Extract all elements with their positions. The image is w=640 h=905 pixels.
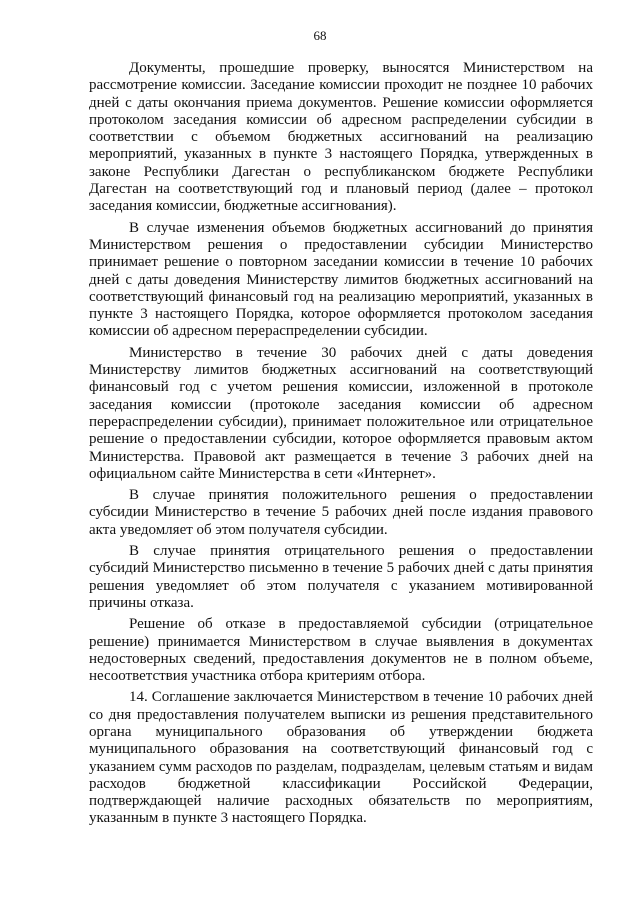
- paragraph-2: В случае изменения объемов бюджетных ассигнований до принятия Министерством решения о предоставлении субсидии Министерство принимает решение о повторном заседании комиссии в течение 10 рабочих дней с даты доведения Министерству лимитов бюджетных ассигнований на соответствующий финансовый год на реализацию мероприятий, указанных в пункте 3 настоящего Порядка, которое оформляется протоколом заседания комиссии об адресном перераспределении субсидии.: [89, 219, 593, 340]
- paragraph-5: В случае принятия отрицательного решения о предоставлении субсидий Министерство письменно в течение 5 рабочих дней с даты принятия решения уведомляет об этом получателя с указанием мотивированной причины отказа.: [89, 543, 593, 611]
- paragraph-6: Решение об отказе в предоставляемой субсидии (отрицательное решение) принимается Министерством в случае выявления в документах недостоверных сведений, предоставления документов не в полном объеме, несоответствия участника отбора критериям отбора.: [89, 616, 593, 685]
- paragraph-3: Министерство в течение 30 рабочих дней с даты доведения Министерству лимитов бюджетных ассигнований на соответствующий финансовый год с учетом решения комиссии, изложенной в протоколе заседания комиссии (протоколе заседания комиссии об адресном перераспределении субсидии), принимает положительное или отрицательное решение о предоставлении субсидии, которое оформляется правовым актом Министерства. Правовой акт размещается в течение 3 рабочих дней на официальном сайте Министерства в сети «Интернет».: [89, 344, 593, 482]
- paragraph-7: 14. Соглашение заключается Министерством в течение 10 рабочих дней со дня предоставления получателем выписки из решения представительного органа муниципального образования об утверждении бюджета муниципального образования на соответствующий финансовый год с указанием сумм расходов по разделам, подразделам, целевым статьям и видам расходов бюджетной классификации Российской Федерации, подтверждающей наличие расходных обязательств по мероприятиям, указанным в пункте 3 настоящего Порядка.: [89, 689, 593, 827]
- page-number: 68: [313, 28, 327, 43]
- paragraph-1: Документы, прошедшие проверку, выносятся Министерством на рассмотрение комиссии. Заседание комиссии проходит не позднее 10 рабочих дней с даты окончания приема документов. Решение комиссии оформляется протоколом заседания комиссии об адресном распределении субсидии в соответствии с объемом бюджетных ассигнований на реализацию мероприятий, указанных в пункте 3 настоящего Порядка, утвержденных в законе Республики Дагестан о республиканском бюджете Республики Дагестан на соответствующий год и плановый период (далее – протокол заседания комиссии, бюджетные ассигнования).: [89, 60, 593, 215]
- paragraph-4: В случае принятия положительного решения о предоставлении субсидии Министерство в течение 5 рабочих дней после издания правового акта уведомляет об этом получателя субсидии.: [89, 487, 593, 538]
- body-text: [89, 60, 593, 832]
